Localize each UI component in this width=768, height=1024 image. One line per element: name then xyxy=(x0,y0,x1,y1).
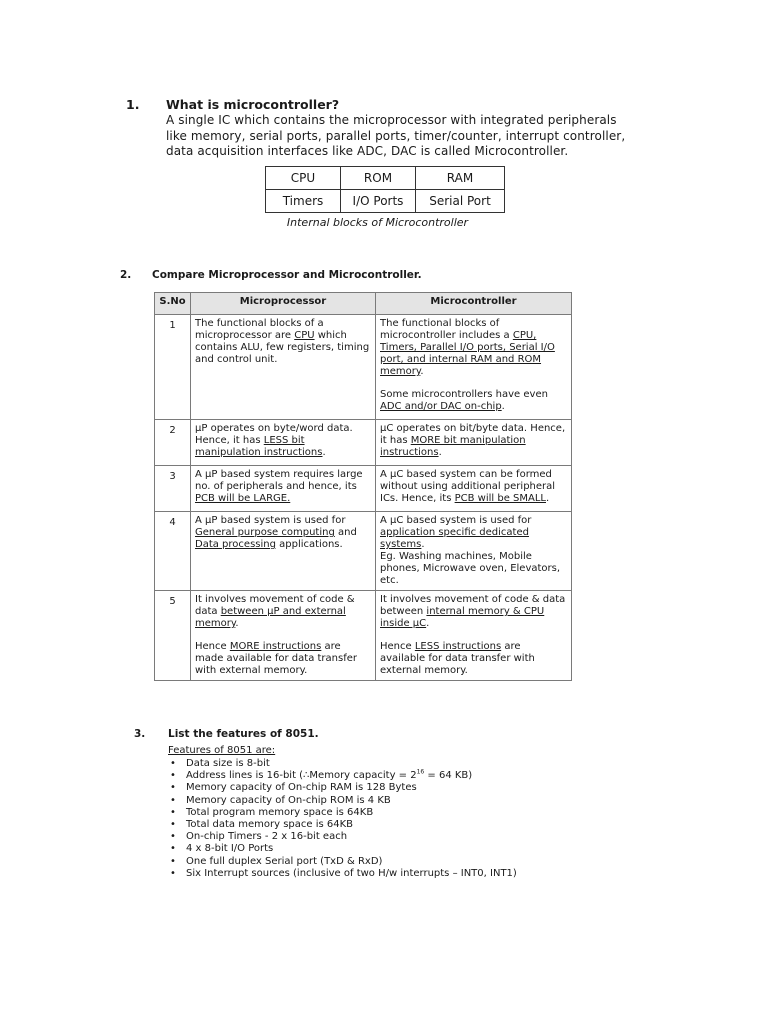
list-item: • Address lines is 16-bit (∴Memory capacity = $2^{16} = 64$ KB) xyxy=(170,770,517,782)
list-item: • Memory capacity of On-chip ROM is 4 KB xyxy=(170,795,517,807)
list-item: • Total program memory space is 64KB xyxy=(170,807,517,819)
table-row xyxy=(155,512,572,591)
microcontroller-cell: The functional blocks of microcontroller includes a CPU, Timers, Parallel I/O ports, Serial I/O port, and internal RAM and ROM memory. Some microcontrollers have even ADC and/or DAC on-chip. xyxy=(376,315,572,420)
block-io-ports: I/O Ports xyxy=(341,190,416,213)
features-list xyxy=(170,758,517,880)
block-timers: Timers xyxy=(266,190,341,213)
microprocessor-cell: It involves movement of code & data between µP and external memory. Hence MORE instructions are made available for data transfer with external memory. xyxy=(191,591,376,681)
microprocessor-cell: The functional blocks of a microprocessor are CPU which contains ALU, few registers, timing and control unit. xyxy=(191,315,376,420)
question-1-number: 1. xyxy=(126,97,140,112)
list-item: • Memory capacity of On-chip RAM is 128 Bytes xyxy=(170,782,517,794)
list-item: • 4 x 8-bit I/O Ports xyxy=(170,843,517,855)
block-rom: ROM xyxy=(341,167,416,190)
microprocessor-cell: A µP based system requires large no. of peripherals and hence, its PCB will be LARGE. xyxy=(191,466,376,512)
blocks-row xyxy=(266,167,505,190)
question-1-answer: A single IC which contains the microprocessor with integrated peripherals like memory, serial ports, parallel ports, timer/counter, interrupt controller, data acquisition interfaces like ADC, DAC is called Microcontroller. xyxy=(166,113,626,158)
header-microcontroller: Microcontroller xyxy=(376,293,572,315)
row-number: 3 xyxy=(155,466,191,512)
row-number: 2 xyxy=(155,420,191,466)
list-item: • Total data memory space is 64KB xyxy=(170,819,517,831)
list-item: • One full duplex Serial port (TxD & RxD) xyxy=(170,856,517,868)
list-item: • Six Interrupt sources (inclusive of two H/w interrupts – INT0, INT1) xyxy=(170,868,517,880)
table-header-row xyxy=(155,293,572,315)
microcontroller-cell: It involves movement of code & data between internal memory & CPU inside µC. Hence LESS instructions are available for data transfer with external memory. xyxy=(376,591,572,681)
internal-blocks-table xyxy=(265,166,505,213)
features-subheading: Features of 8051 are: xyxy=(168,745,276,756)
comparison-table xyxy=(154,292,572,681)
row-number: 1 xyxy=(155,315,191,420)
table-row xyxy=(155,466,572,512)
row-number: 4 xyxy=(155,512,191,591)
question-2-title: Compare Microprocessor and Microcontroller. xyxy=(152,269,422,281)
table-row xyxy=(155,420,572,466)
question-3-number: 3. xyxy=(134,728,146,740)
header-sno: S.No xyxy=(155,293,191,315)
block-serial-port: Serial Port xyxy=(416,190,505,213)
blocks-row xyxy=(266,190,505,213)
microcontroller-cell: A µC based system can be formed without using additional peripheral ICs. Hence, its PCB will be SMALL. xyxy=(376,466,572,512)
row-number: 5 xyxy=(155,591,191,681)
table-row xyxy=(155,591,572,681)
question-1-title: What is microcontroller? xyxy=(166,97,340,112)
list-item: • Data size is 8-bit xyxy=(170,758,517,770)
microprocessor-cell: A µP based system is used for General purpose computing and Data processing applications. xyxy=(191,512,376,591)
table-row xyxy=(155,315,572,420)
microprocessor-cell: µP operates on byte/word data. Hence, it has LESS bit manipulation instructions. xyxy=(191,420,376,466)
question-3-title: List the features of 8051. xyxy=(168,728,319,740)
microcontroller-cell: A µC based system is used for application specific dedicated systems. Eg. Washing machines, Mobile phones, Microwave oven, Elevators, etc. xyxy=(376,512,572,591)
list-item: • On-chip Timers - 2 x 16-bit each xyxy=(170,831,517,843)
microcontroller-cell: µC operates on bit/byte data. Hence, it has MORE bit manipulation instructions. xyxy=(376,420,572,466)
block-cpu: CPU xyxy=(266,167,341,190)
header-microprocessor: Microprocessor xyxy=(191,293,376,315)
blocks-caption: Internal blocks of Microcontroller xyxy=(286,216,469,229)
question-2-number: 2. xyxy=(120,269,132,281)
block-ram: RAM xyxy=(416,167,505,190)
